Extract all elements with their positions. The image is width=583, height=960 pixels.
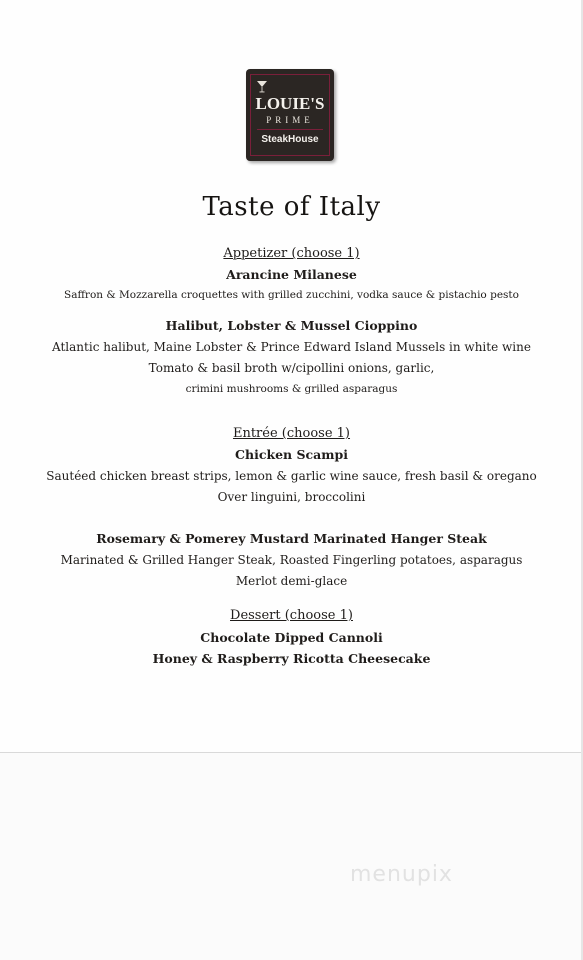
fold-line — [0, 752, 583, 753]
dish-name: Honey & Raspberry Ricotta Cheesecake — [152, 651, 431, 666]
restaurant-logo — [246, 69, 334, 161]
dish-description: Marinated & Grilled Hanger Steak, Roasted Fingerling potatoes, asparagus — [60, 553, 523, 567]
dish-description: Saffron & Mozzarella croquettes with grilled zucchini, vodka sauce & pistachio pesto — [64, 289, 519, 301]
dish-name: Arancine Milanese — [226, 267, 357, 282]
dish-name: Halibut, Lobster & Mussel Cioppino — [165, 318, 418, 333]
dish-description: Merlot demi-glace — [235, 574, 348, 588]
dish-description: Tomato & basil broth w/cipollini onions, garlic, — [148, 361, 435, 375]
dessert-heading: Dessert (choose 1) — [230, 608, 353, 623]
lower-panel — [0, 753, 583, 960]
logo-frame — [250, 74, 330, 156]
dish-name: Rosemary & Pomerey Mustard Marinated Hanger Steak — [96, 531, 487, 546]
dish-description: Sautéed chicken breast strips, lemon & garlic wine sauce, fresh basil & oregano — [46, 469, 537, 483]
appetizer-heading: Appetizer (choose 1) — [223, 246, 360, 261]
logo-steakhouse: SteakHouse — [261, 134, 319, 145]
dish-name: Chicken Scampi — [235, 447, 348, 462]
watermark: menupix — [350, 862, 453, 887]
dish-description: Atlantic halibut, Maine Lobster & Prince Edward Island Mussels in white wine — [52, 340, 531, 354]
page-title: Taste of Italy — [202, 192, 381, 222]
martini-glass-icon — [257, 81, 267, 93]
logo-name: LOUIE'S — [255, 94, 325, 113]
logo-divider — [257, 129, 323, 130]
dish-name: Chocolate Dipped Cannoli — [200, 630, 383, 645]
dish-description: crimini mushrooms & grilled asparagus — [185, 383, 398, 395]
entree-heading: Entrée (choose 1) — [232, 426, 351, 441]
dish-description: Over linguini, broccolini — [217, 490, 366, 504]
logo-subtitle: PRIME — [266, 115, 314, 125]
